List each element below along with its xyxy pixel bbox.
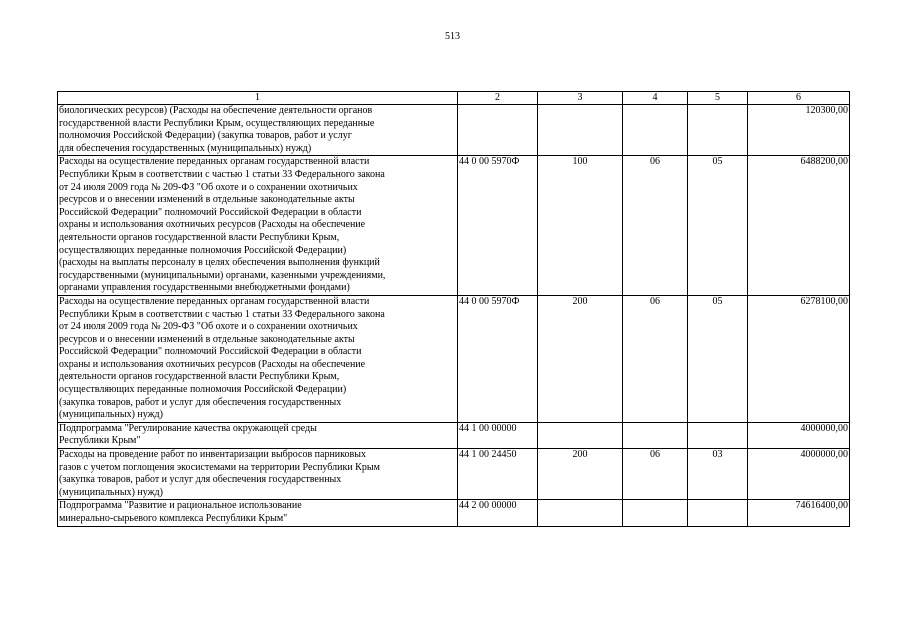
row-description: Расходы на осуществление переданных органам государственной власти Республики Крым в соответствии с частью 1 статьи 33 Федерального закона от 24 июля 2009 года № 209-ФЗ "Об охоте и о сохранении охотничьих ресурсов и о внесении изменений в отдельные законодательные акты Российской Федерации" полномочий Российской Федерации в области охраны и использования охотничьих ресурсов (Расходы на обеспечение деятельности органов государственной власти Республики Крым, осуществляющих переданные полномочия Российской Федерации) (расходы на выплаты персоналу в целях обеспечения выполнения функций государственными (муниципальными) органами, казенными учреждениями, органами управления государственными внебюджетными фондами) xyxy=(58,156,458,296)
row-description: Расходы на проведение работ по инвентаризации выбросов парниковых газов с учетом поглощения экосистемами на территории Республики Крым (закупка товаров, работ и услуг для обеспечения государственных (муниципальных) нужд) xyxy=(58,449,458,500)
row-expense-type: 200 xyxy=(538,295,623,422)
row-amount: 120300,00 xyxy=(748,105,850,156)
column-header: 6 xyxy=(748,92,850,105)
column-header: 5 xyxy=(688,92,748,105)
table-row xyxy=(58,449,850,500)
page-number: 513 xyxy=(445,31,460,42)
row-target-code: 44 1 00 00000 xyxy=(458,422,538,448)
row-target-code xyxy=(458,105,538,156)
column-header: 3 xyxy=(538,92,623,105)
row-section: 06 xyxy=(623,156,688,296)
table-row xyxy=(58,500,850,526)
row-subsection: 05 xyxy=(688,156,748,296)
row-subsection xyxy=(688,500,748,526)
table-row xyxy=(58,422,850,448)
row-amount: 6278100,00 xyxy=(748,295,850,422)
row-target-code: 44 2 00 00000 xyxy=(458,500,538,526)
row-description: Подпрограмма "Регулирование качества окружающей среды Республики Крым" xyxy=(58,422,458,448)
row-amount: 4000000,00 xyxy=(748,422,850,448)
row-subsection xyxy=(688,422,748,448)
budget-table xyxy=(57,91,850,527)
row-amount: 74616400,00 xyxy=(748,500,850,526)
row-expense-type: 200 xyxy=(538,449,623,500)
table-row xyxy=(58,156,850,296)
row-description: биологических ресурсов) (Расходы на обеспечение деятельности органов государственной власти Республики Крым, осуществляющих переданные полномочия Российской Федерации) (закупка товаров, работ и услуг для обеспечения государственных (муниципальных) нужд) xyxy=(58,105,458,156)
column-header: 4 xyxy=(623,92,688,105)
row-amount: 6488200,00 xyxy=(748,156,850,296)
row-subsection: 05 xyxy=(688,295,748,422)
table-header-row xyxy=(58,92,850,105)
row-target-code: 44 1 00 24450 xyxy=(458,449,538,500)
row-expense-type xyxy=(538,105,623,156)
row-section: 06 xyxy=(623,295,688,422)
row-section xyxy=(623,422,688,448)
row-expense-type xyxy=(538,500,623,526)
row-description: Расходы на осуществление переданных органам государственной власти Республики Крым в соответствии с частью 1 статьи 33 Федерального закона от 24 июля 2009 года № 209-ФЗ "Об охоте и о сохранении охотничьих ресурсов и о внесении изменений в отдельные законодательные акты Российской Федерации" полномочий Российской Федерации в области охраны и использования охотничьих ресурсов (Расходы на обеспечение деятельности органов государственной власти Республики Крым, осуществляющих переданные полномочия Российской Федерации) (закупка товаров, работ и услуг для обеспечения государственных (муниципальных) нужд) xyxy=(58,295,458,422)
table-row xyxy=(58,105,850,156)
row-target-code: 44 0 00 5970Ф xyxy=(458,295,538,422)
row-expense-type: 100 xyxy=(538,156,623,296)
row-amount: 4000000,00 xyxy=(748,449,850,500)
table-row xyxy=(58,295,850,422)
column-header: 2 xyxy=(458,92,538,105)
row-description: Подпрограмма "Развитие и рациональное использование минерально-сырьевого комплекса Республики Крым" xyxy=(58,500,458,526)
row-section: 06 xyxy=(623,449,688,500)
row-subsection: 03 xyxy=(688,449,748,500)
row-target-code: 44 0 00 5970Ф xyxy=(458,156,538,296)
row-subsection xyxy=(688,105,748,156)
row-section xyxy=(623,105,688,156)
row-expense-type xyxy=(538,422,623,448)
row-section xyxy=(623,500,688,526)
column-header: 1 xyxy=(58,92,458,105)
